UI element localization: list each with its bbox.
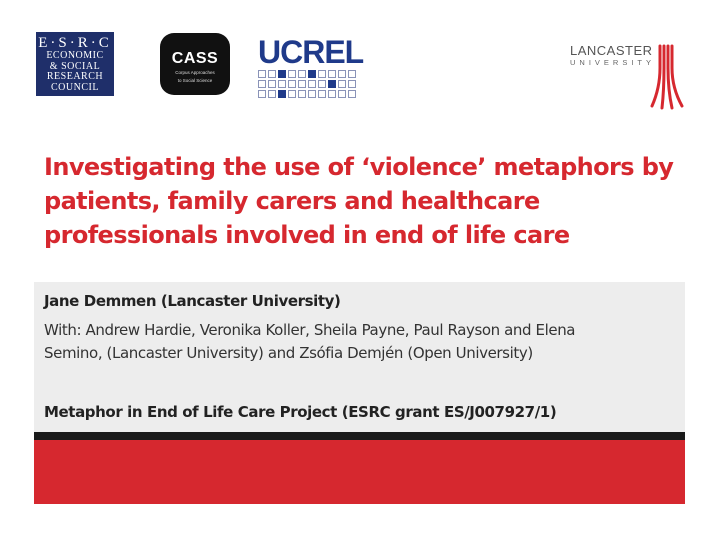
lancaster-logo-subtitle: UNIVERSITY xyxy=(570,58,656,67)
presenter-name: Jane Demmen (Lancaster University) xyxy=(44,292,341,310)
slide-title xyxy=(44,150,684,252)
lancaster-university-logo xyxy=(570,44,690,110)
ucrel-logo-grid xyxy=(258,70,358,98)
lancaster-logo-name: LANCASTER xyxy=(570,43,653,58)
esrc-logo-acronym: E·S·R·C xyxy=(38,35,112,51)
ucrel-logo-name: UCREL xyxy=(258,34,364,70)
cass-logo-name: CASS xyxy=(171,50,219,67)
title-line: professionals involved in end of life care xyxy=(44,221,570,249)
coauthors xyxy=(44,319,674,365)
esrc-logo xyxy=(36,32,114,96)
ucrel-logo xyxy=(258,34,364,100)
cass-logo xyxy=(160,33,230,95)
lancaster-mark-icon xyxy=(648,44,688,110)
title-line: Investigating the use of ‘violence’ metaphors by xyxy=(44,153,674,181)
title-line: patients, family carers and healthcare xyxy=(44,187,540,215)
dark-divider-band xyxy=(34,432,685,440)
red-footer-band xyxy=(34,440,685,504)
esrc-logo-line: ECONOMIC xyxy=(46,50,104,61)
esrc-logo-line: COUNCIL xyxy=(51,81,99,93)
esrc-logo-line: & SOCIAL xyxy=(49,60,101,72)
cass-logo-subtitle: Corpus Approaches xyxy=(175,70,215,75)
author-info-panel xyxy=(34,282,685,432)
coauthors-line: Semino, (Lancaster University) and Zsófia Demjén (Open University) xyxy=(44,344,533,362)
project-credit: Metaphor in End of Life Care Project (ESRC grant ES/J007927/1) xyxy=(44,403,557,421)
cass-logo-subtitle: to Social Science xyxy=(177,77,213,83)
coauthors-line: With: Andrew Hardie, Veronika Koller, Sheila Payne, Paul Rayson and Elena xyxy=(44,321,576,339)
esrc-logo-line: RESEARCH xyxy=(46,71,104,82)
